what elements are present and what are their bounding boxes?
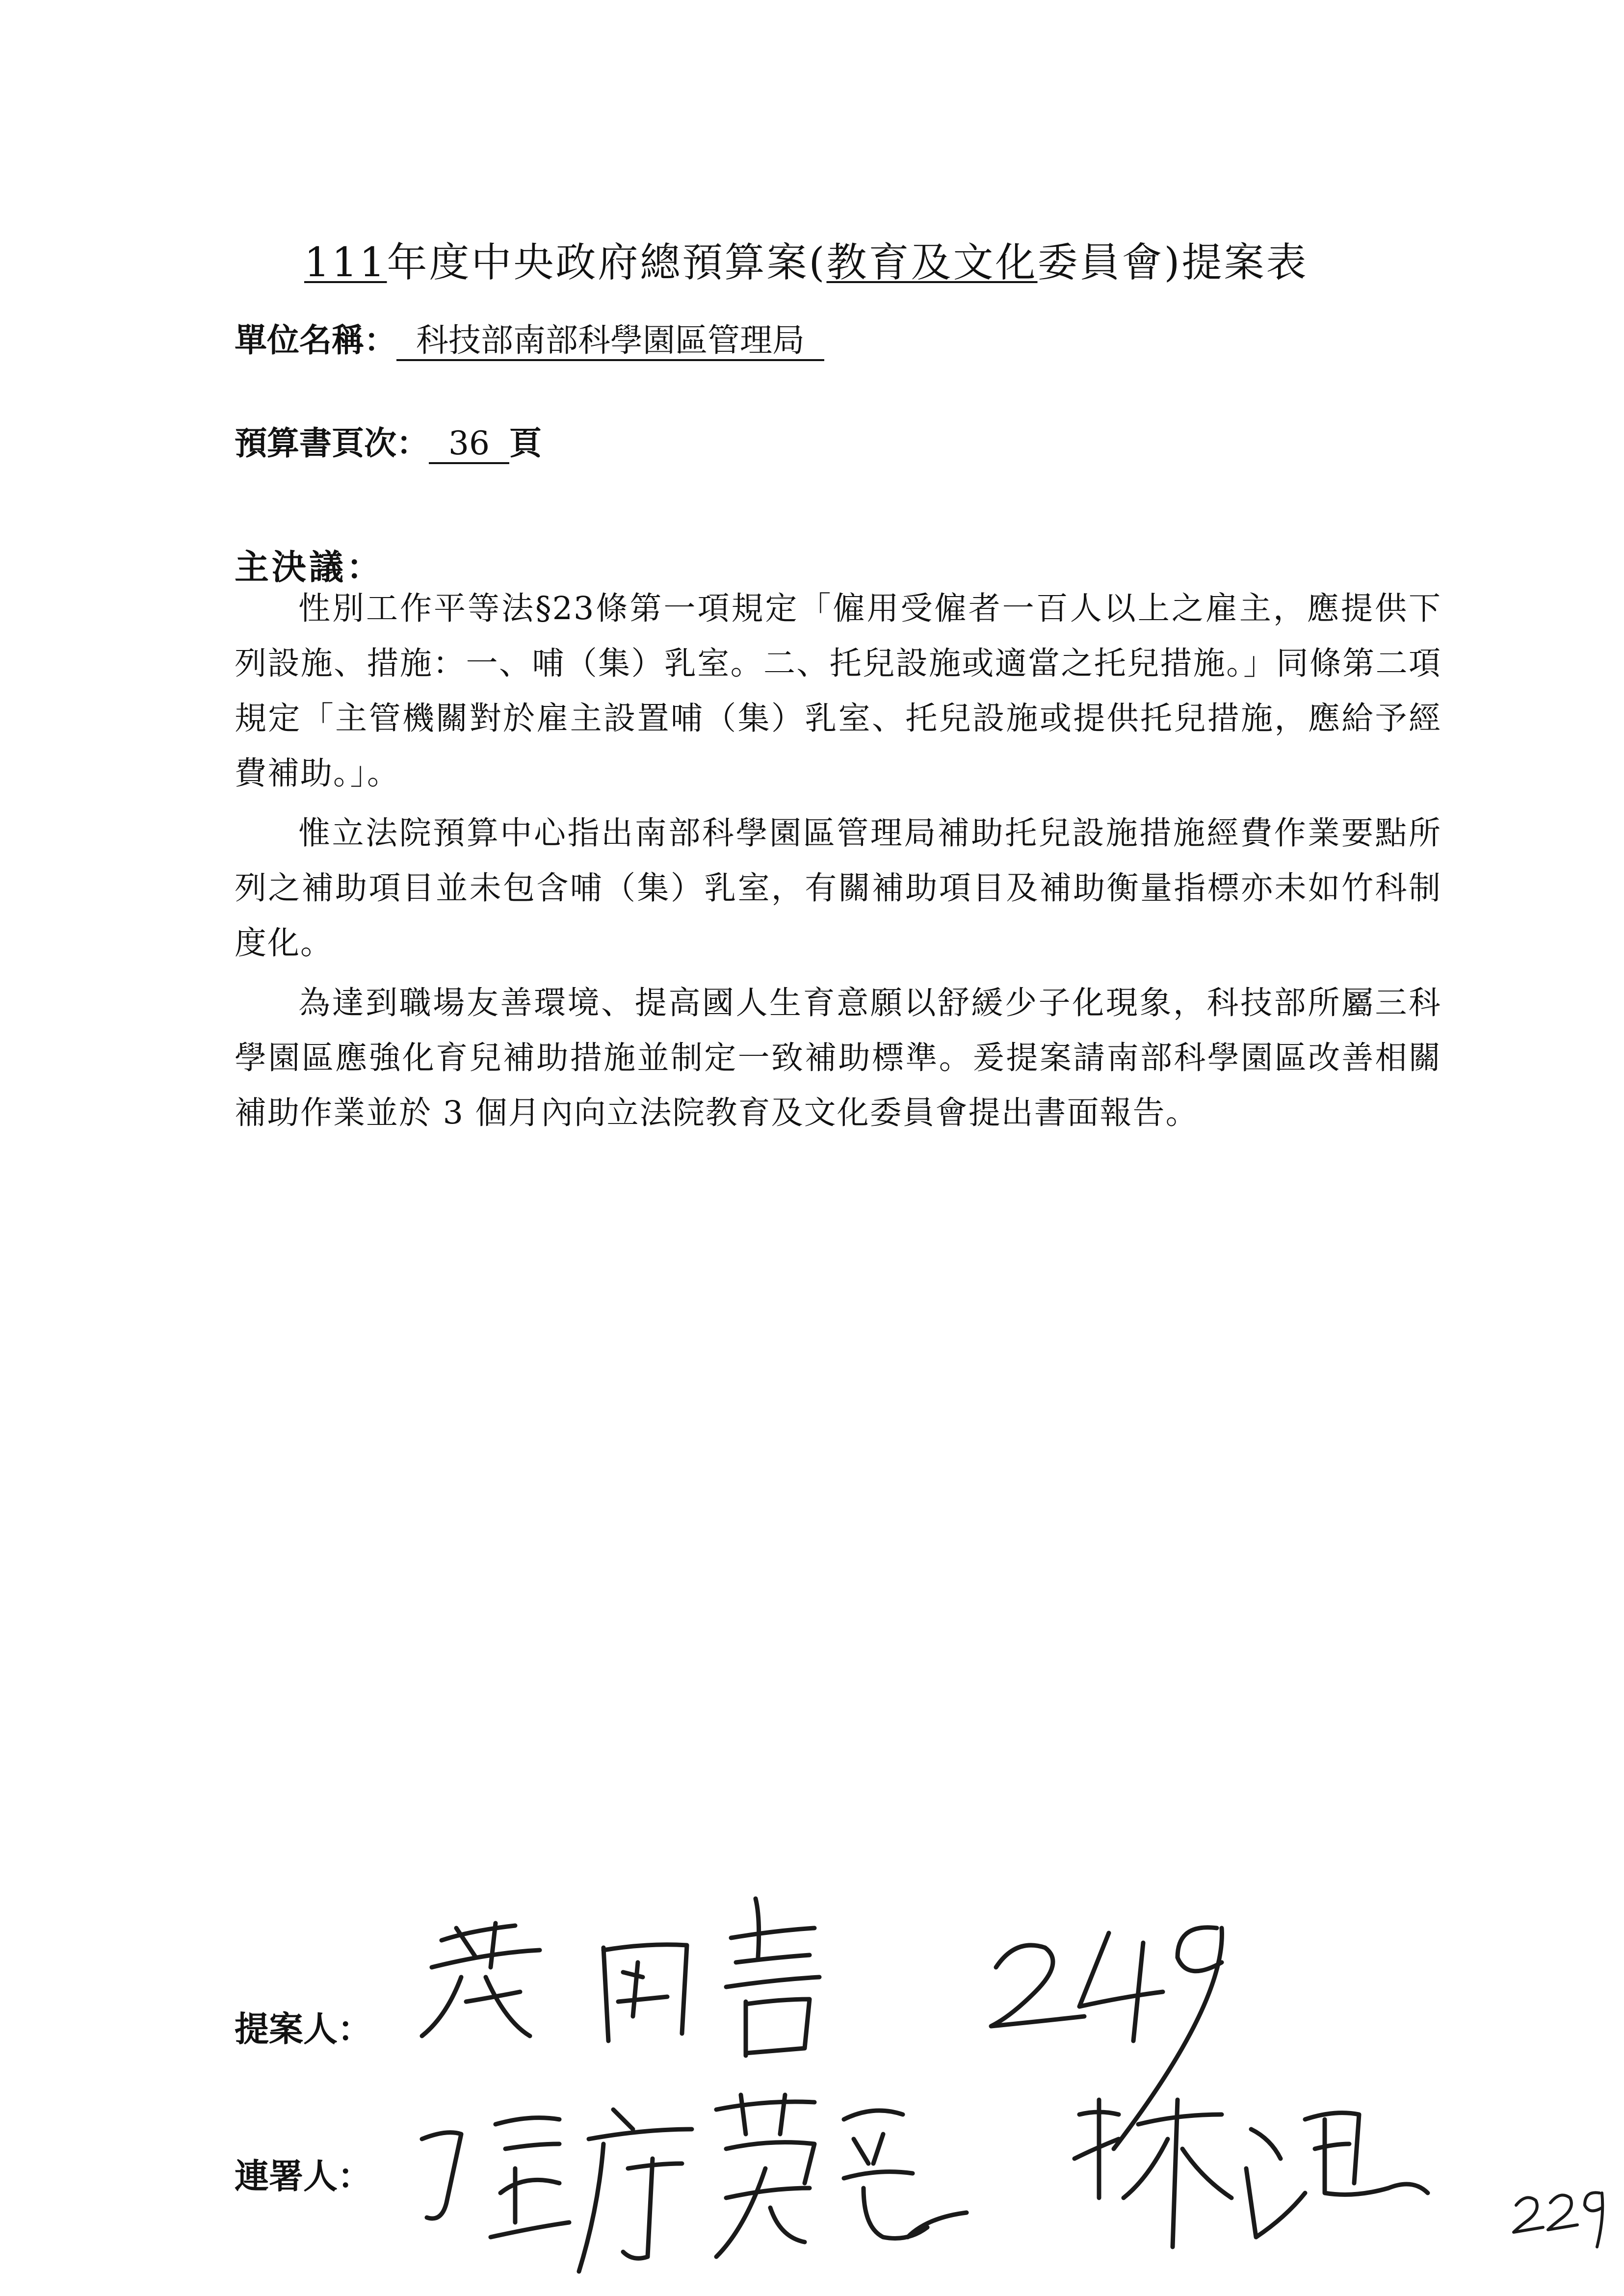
title-committee: 教育及文化 xyxy=(826,239,1038,286)
title-prefix: 年度中央政府總預算案( xyxy=(387,239,827,286)
unit-name-label: 單位名稱： xyxy=(235,321,396,359)
proposer-label: 提案人： xyxy=(235,2009,372,2049)
title-suffix: 委員會)提案表 xyxy=(1037,239,1309,286)
resolution-paragraph: 性別工作平等法§23條第一項規定「僱用受僱者一百人以上之雇主，應提供下列設施、措施：一、哺（集）乳室。二、托兒設施或適當之托兒措施。」同條第二項規定「主管機關對於雇主設置哺（集）乳室、托兒設施或提供托兒措施，應給予經費補助。」。 xyxy=(235,590,1441,792)
title-year: 111 xyxy=(304,239,387,286)
resolution-paragraph: 為達到職場友善環境、提高國人生育意願以舒緩少子化現象，科技部所屬三科學園區應強化育兒補助措施並制定一致補助標準。爰提案請南部科學園區改善相關補助作業並於 3 個月內向立法院教育及文化委員會提出書面報告。 xyxy=(235,985,1441,1131)
resolution-heading: 主決議： xyxy=(235,547,384,587)
cosigner-label: 連署人： xyxy=(235,2156,372,2196)
proposer-signature xyxy=(422,1899,819,2056)
budget-page-unit: 頁 xyxy=(509,424,542,462)
resolution-paragraph: 惟立法院預算中心指出南部科學園區管理局補助托兒設施措施經費作業要點所列之補助項目並未包含哺（集）乳室，有關補助項目及補助衡量指標亦未如竹科制度化。 xyxy=(235,815,1441,962)
unit-name-value: 科技部南部科學園區管理局 xyxy=(396,323,824,361)
budget-page-label: 預算書頁次： xyxy=(235,424,429,462)
cosigner-signature xyxy=(422,2095,1428,2271)
budget-page-value: 36 xyxy=(429,426,509,464)
page-mark xyxy=(1514,2192,1602,2247)
